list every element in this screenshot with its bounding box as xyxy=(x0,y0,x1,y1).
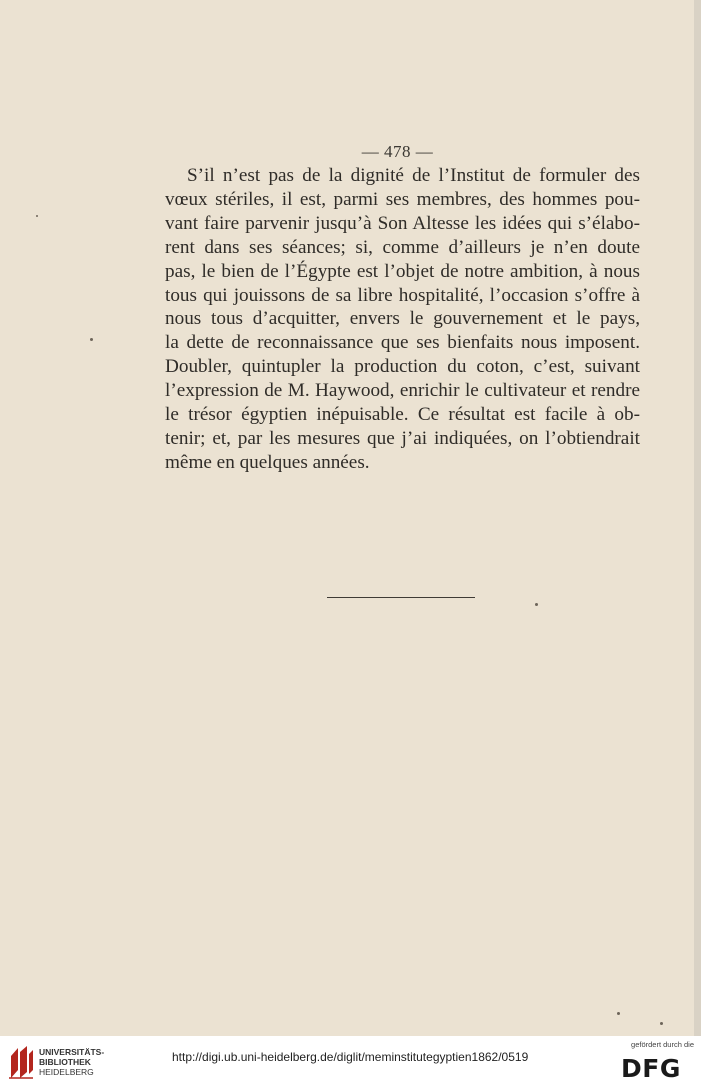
paper-speck xyxy=(535,603,538,606)
text-line: nous tous d’acquitter, envers le gouvernement et le pays, xyxy=(165,308,640,330)
permalink-url[interactable]: http://digi.ub.uni-heidelberg.de/diglit/meminstitutegyptien1862/0519 xyxy=(172,1050,529,1064)
paper-speck xyxy=(660,1022,663,1025)
paper-speck xyxy=(36,215,38,217)
text-line: tenir; et, par les mesures que j’ai indiquées, on l’obtiendrait xyxy=(165,427,640,449)
library-name-line: BIBLIOTHEK xyxy=(39,1057,91,1067)
text-line: rent dans ses séances; si, comme d’ailleurs je n’en doute xyxy=(165,236,640,258)
paper-speck xyxy=(617,1012,620,1015)
library-name-line: HEIDELBERG xyxy=(39,1067,94,1077)
dfg-logo[interactable]: DFG xyxy=(621,1054,681,1083)
page-number: — 478 — xyxy=(361,142,434,161)
text-line: vœux stériles, il est, parmi ses membres, des hommes pou- xyxy=(165,188,640,210)
funder-caption: gefördert durch die xyxy=(631,1040,694,1049)
text-line: vant faire parvenir jusqu’à Son Altesse les idées qui s’élabo- xyxy=(165,212,640,234)
text-line: S’il n’est pas de la dignité de l’Institut de formuler des xyxy=(187,165,640,186)
paper-speck xyxy=(90,338,93,341)
text-line: Doubler, quintupler la production du coton, c’est, suivant xyxy=(165,356,640,378)
text-line: tous qui jouissons de sa libre hospitalité, l’occasion s’offre à xyxy=(165,284,640,306)
library-name xyxy=(39,1047,104,1077)
text-line: le trésor égyptien inépuisable. Ce résultat est facile à ob- xyxy=(165,404,640,426)
end-rule-divider xyxy=(327,597,475,598)
heidelberg-library-logo-icon[interactable] xyxy=(8,1044,34,1080)
text-line: même en quelques années. xyxy=(165,451,370,473)
library-name-line: UNIVERSITÄTS- xyxy=(39,1047,105,1057)
body-paragraph xyxy=(165,164,640,475)
text-line: pas, le bien de l’Égypte est l’objet de notre ambition, à nous xyxy=(165,260,640,282)
text-line: la dette de reconnaissance que ses bienfaits nous imposent. xyxy=(165,332,640,354)
text-line: l’expression de M. Haywood, enrichir le cultivateur et rendre xyxy=(165,380,640,402)
